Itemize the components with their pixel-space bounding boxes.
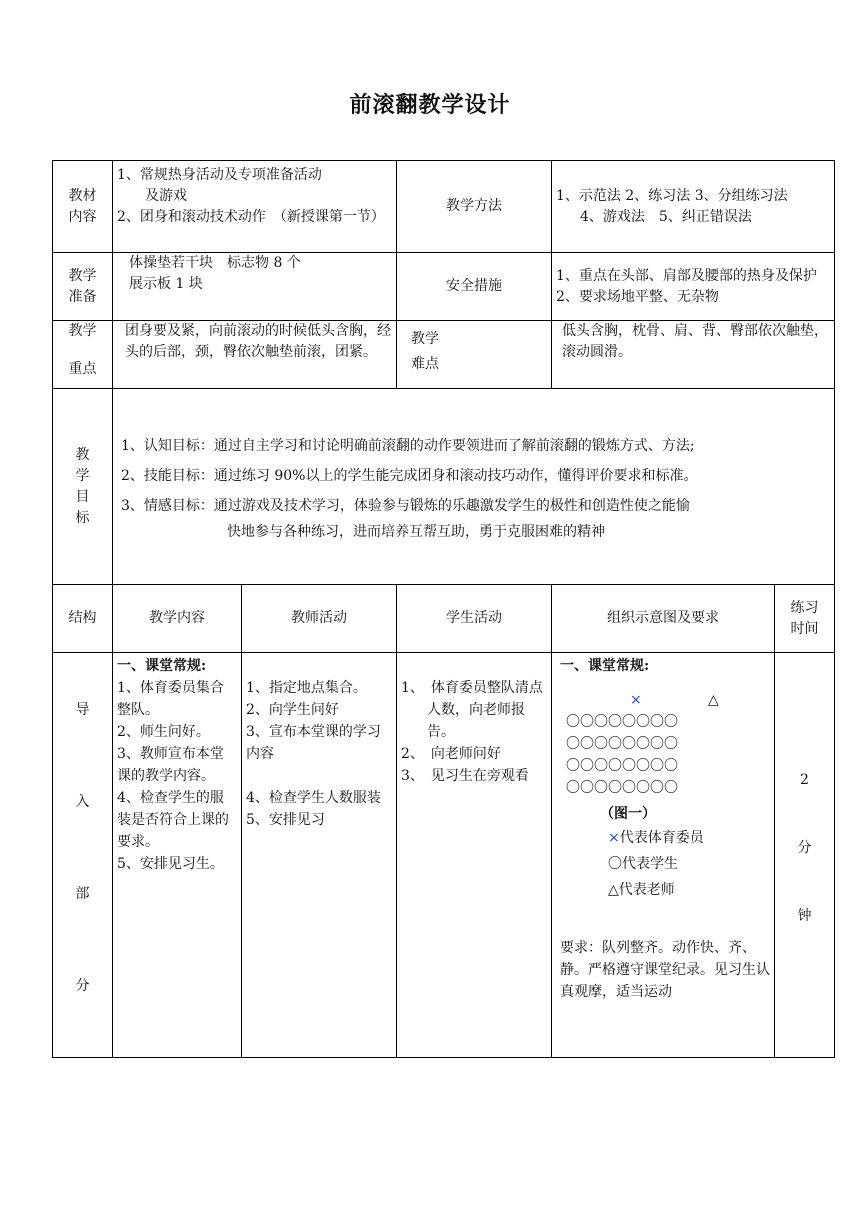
formation-row-3: 〇〇〇〇〇〇〇〇	[566, 758, 678, 774]
org-markers	[560, 689, 770, 711]
legend-committee	[608, 825, 770, 851]
label-safety: 安全措施	[397, 253, 552, 321]
header-time: 练习 时间	[775, 585, 835, 653]
time-value: 2	[800, 772, 809, 788]
label-difficulty	[397, 321, 552, 389]
label-difficulty-top: 教学	[411, 331, 439, 347]
intro-org	[552, 653, 775, 1058]
header-teacher: 教师活动	[242, 585, 397, 653]
teacher-item-4: 4、检查学生人数服装	[246, 790, 381, 806]
goals-content	[113, 389, 835, 585]
label-method: 教学方法	[397, 161, 552, 253]
method-line-2: 4、游戏法 5、纠正错误法	[580, 208, 752, 225]
intro-teacher	[242, 653, 397, 1058]
legend-x-icon: ×	[608, 830, 620, 846]
page-title: 前滚翻教学设计	[349, 93, 511, 118]
header-structure: 结构	[53, 585, 113, 653]
teacher-item-1: 1、指定地点集合。	[246, 680, 367, 696]
formation-rows	[560, 711, 770, 799]
teacher-marker: △	[708, 692, 719, 708]
header-org: 组织示意图及要求	[552, 585, 775, 653]
formation-row-2: 〇〇〇〇〇〇〇〇	[566, 736, 678, 752]
intro-structure-4: 分	[75, 978, 90, 994]
formation-row-1: 〇〇〇〇〇〇〇〇	[566, 714, 678, 730]
student-item-1: 1、 体育委员整队清点人数，向老师报告。	[401, 680, 543, 740]
legend-committee-text: 代表体育委员	[619, 830, 704, 846]
org-requirement: 要求：队列整齐。动作快、齐、静。严格遵守课堂纪录。见习生认真观摩，适当运动	[560, 940, 770, 1000]
intro-content-list: 1、体育委员集合整队。 2、师生问好。 3、教师宣布本堂课的教学内容。 4、检查学生的服装是否符合上课的要求。 5、安排见习生。	[117, 680, 229, 872]
label-keypoint-bottom: 重点	[68, 361, 97, 377]
student-item-3: 3、 见习生在旁观看	[401, 768, 529, 784]
intro-structure-1: 导	[75, 702, 90, 718]
row-intro	[53, 653, 835, 1058]
safety-line-1: 1、重点在头部、肩部及腰部的热身及保护	[556, 267, 817, 284]
safety-content	[552, 253, 835, 321]
material-content: 1、常规热身活动及专项准备活动 及游戏 2、团身和滚动技术动作 （新授课第一节）	[113, 161, 397, 253]
row-goals	[53, 389, 835, 585]
student-item-2: 2、 向老师问好	[401, 746, 501, 762]
teacher-item-3: 3、宣布本堂课的学习内容	[246, 724, 381, 762]
intro-structure-3: 部	[75, 886, 90, 902]
goal-emotional: 3、情感目标：通过游戏及技术学习，体验参与锻炼的乐趣激发学生的极性和创造性使之能愉	[121, 497, 690, 514]
legend-student: 〇代表学生	[608, 856, 678, 872]
label-keypoint	[53, 321, 113, 389]
row-keypoint	[53, 321, 835, 389]
label-goals: 教 学 目 标	[53, 389, 113, 585]
goal-skill: 2、技能目标：通过练习 90%以上的学生能完成团身和滚动技巧动作，懂得评价要求和标准。	[121, 467, 698, 484]
legend	[560, 825, 770, 903]
header-student: 学生活动	[397, 585, 552, 653]
teacher-item-5: 5、安排见习	[246, 812, 325, 828]
label-preparation: 教学 准备	[53, 253, 113, 321]
legend-teacher-text: 代表老师	[618, 882, 675, 898]
intro-structure-2: 入	[75, 794, 90, 810]
intro-student	[397, 653, 552, 1058]
time-unit-2: 钟	[797, 908, 812, 924]
label-material: 教材 内容	[53, 161, 113, 253]
row-headers	[53, 585, 835, 653]
committee-marker: ×	[630, 692, 642, 708]
lesson-plan-table	[52, 160, 835, 1058]
time-unit-1: 分	[797, 840, 812, 856]
header-content: 教学内容	[113, 585, 242, 653]
legend-teacher	[608, 877, 770, 903]
label-difficulty-bottom: 难点	[411, 356, 439, 372]
legend-triangle-icon: △	[608, 882, 619, 898]
safety-line-2: 2、要求场地平整、无杂物	[556, 288, 719, 305]
keypoint-content: 团身要及紧，向前滚动的时候低头含胸，经头的后部，颈，臀依次触垫前滚，团紧。	[113, 321, 397, 389]
method-content	[552, 161, 835, 253]
intro-content-title: 一、课堂常规:	[117, 658, 207, 674]
row-preparation	[53, 253, 835, 321]
row-material	[53, 161, 835, 253]
label-keypoint-top: 教学	[68, 323, 97, 339]
teacher-item-2: 2、向学生问好	[246, 702, 339, 718]
goal-emotional-cont: 快地参与各种练习，进而培养互帮互助，勇于克服困难的精神	[227, 523, 605, 540]
formation-row-4: 〇〇〇〇〇〇〇〇	[566, 780, 678, 796]
org-title: 一、课堂常规:	[560, 658, 650, 674]
goal-cognitive: 1、认知目标：通过自主学习和讨论明确前滚翻的动作要领进而了解前滚翻的锻炼方式、方法;	[121, 437, 695, 454]
formation-caption: （图一）	[600, 806, 656, 822]
intro-content	[113, 653, 242, 1058]
method-line-1: 1、示范法 2、练习法 3、分组练习法	[556, 187, 788, 204]
difficulty-content: 低头含胸，枕骨、肩、背、臀部依次触垫，滚动圆滑。	[552, 321, 835, 389]
intro-structure	[53, 653, 113, 1058]
intro-time	[775, 653, 835, 1058]
preparation-content: 体操垫若干块 标志物 8 个 展示板 1 块	[113, 253, 397, 321]
